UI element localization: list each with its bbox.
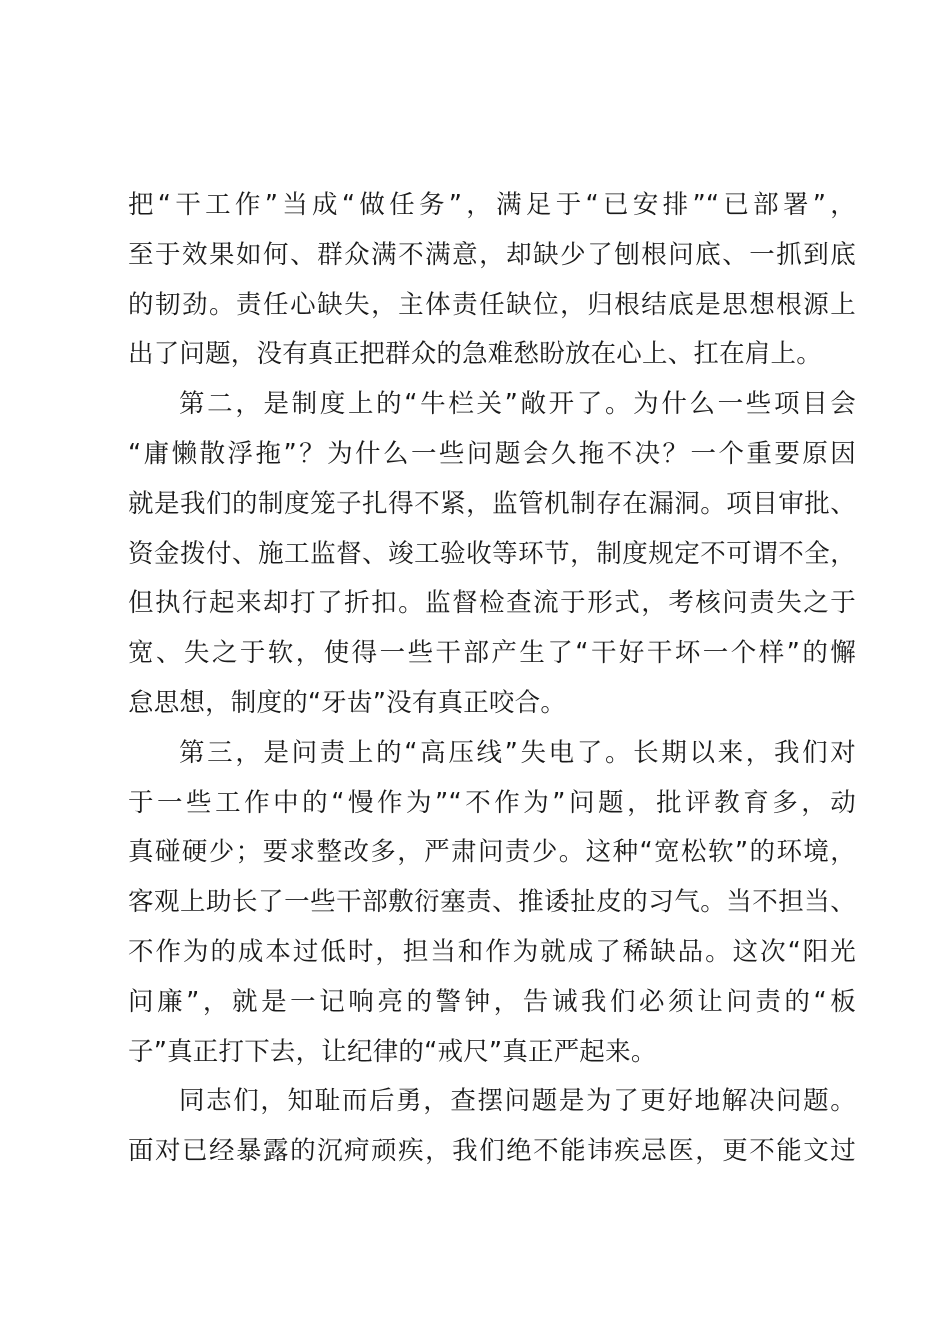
text-line: 真碰硬少；要求整改多，严肃问责少。这种“宽松软”的环境，: [128, 837, 856, 868]
paragraph-start-line: 同志们，知耻而后勇，查摆问题是为了更好地解决问题。: [179, 1086, 856, 1117]
text-line: 资金拨付、施工监督、竣工验收等环节，制度规定不可谓不全，: [128, 538, 856, 569]
paragraph-start-line: 第三，是问责上的“高压线”失电了。长期以来，我们对: [179, 737, 856, 768]
text-line: 怠思想，制度的“牙齿”没有真正咬合。: [128, 687, 567, 718]
text-line: “庸懒散浮拖”？为什么一些问题会久拖不决？一个重要原因: [128, 438, 856, 469]
text-line: 出了问题，没有真正把群众的急难愁盼放在心上、扛在肩上。: [128, 339, 822, 370]
text-line: 问廉”，就是一记响亮的警钟，告诫我们必须让问责的“板: [128, 986, 856, 1017]
text-line: 把“干工作”当成“做任务”，满足于“已安排”“已部署”，: [128, 190, 856, 220]
text-line: 但执行起来却打了折扣。监督检查流于形式，考核问责失之于: [128, 588, 856, 619]
text-line: 于一些工作中的“慢作为”“不作为”问题，批评教育多，动: [128, 787, 856, 818]
text-line: 不作为的成本过低时，担当和作为就成了稀缺品。这次“阳光: [128, 936, 856, 967]
text-line: 至于效果如何、群众满不满意，却缺少了刨根问底、一抓到底: [128, 239, 856, 270]
text-line: 子”真正打下去，让纪律的“戒尺”真正严起来。: [128, 1036, 657, 1067]
text-line: 面对已经暴露的沉疴顽疾，我们绝不能讳疾忌医，更不能文过: [128, 1136, 856, 1167]
body-text: [128, 181, 856, 1177]
paragraph-start-line: 第二，是制度上的“牛栏关”敞开了。为什么一些项目会: [179, 389, 856, 420]
text-line: 的韧劲。责任心缺失，主体责任缺位，归根结底是思想根源上: [128, 289, 856, 320]
text-line: 客观上助长了一些干部敷衍塞责、推诿扯皮的习气。当不担当、: [128, 887, 856, 918]
text-line: 宽、失之于软，使得一些干部产生了“干好干坏一个样”的懈: [128, 638, 856, 669]
text-line: 就是我们的制度笼子扎得不紧，监管机制存在漏洞。项目审批、: [128, 488, 856, 519]
